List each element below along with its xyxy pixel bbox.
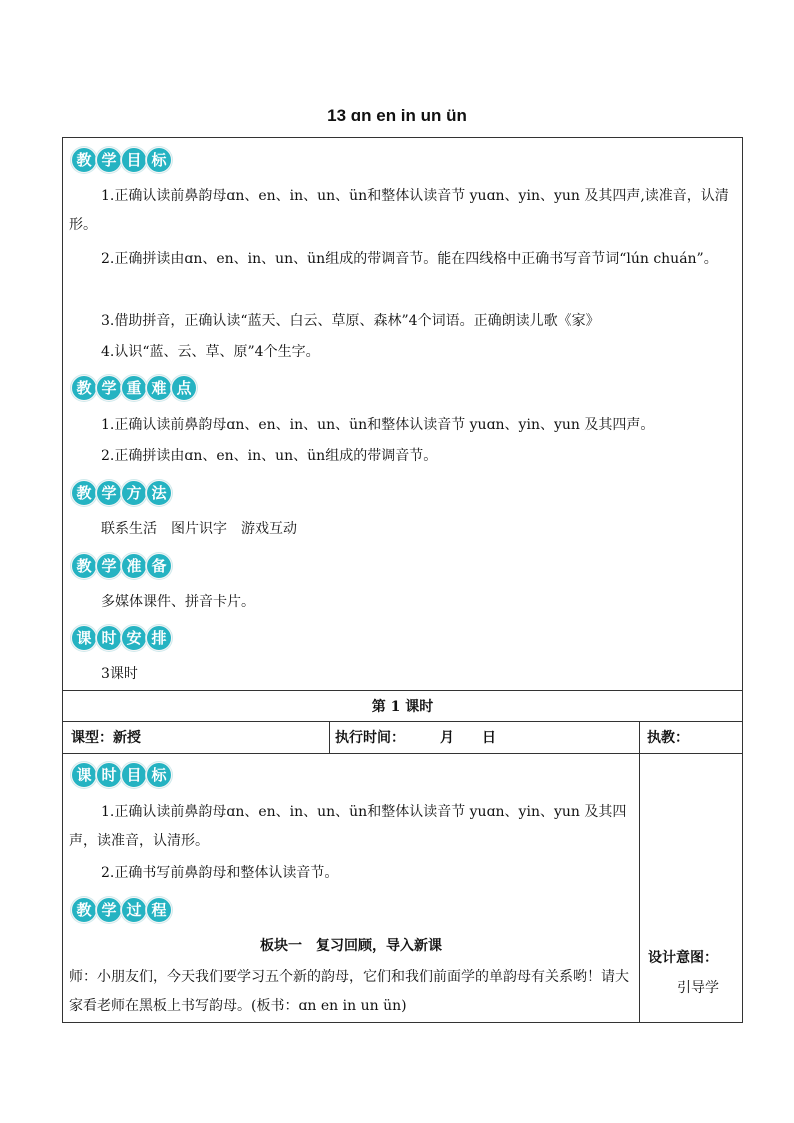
schedule-badge: [71, 625, 171, 651]
prep-text: 多媒体课件、拼音卡片。: [101, 594, 255, 610]
methods-text: 联系生活 图片识字 游戏互动: [101, 521, 297, 537]
badge-char: 时: [96, 762, 122, 788]
badge-char: 教: [71, 147, 97, 173]
design-intent-label: 设计意图：: [648, 950, 718, 966]
teacher-label: 执教：: [647, 730, 689, 746]
badge-char: 过: [121, 897, 147, 923]
badge-char: 时: [96, 625, 122, 651]
objective-item: 2.正确拼读由ɑn、en、in、un、ün组成的带调音节。能在四线格中正确书写音节词“lún chuán”。: [101, 251, 718, 267]
lesson-heading: 第 1 课时: [371, 699, 434, 715]
objectives-badge: [71, 147, 171, 173]
objective-item: 4.认识“蓝、云、草、原”4个生字。: [101, 344, 320, 360]
badge-char: 课: [71, 762, 97, 788]
badge-char: 标: [146, 147, 172, 173]
objective-item: 3.借助拼音，正确认读“蓝天、白云、草原、森林”4个词语。正确朗读儿歌《家》: [101, 313, 600, 329]
process-text: 师：小朋友们，今天我们要学习五个新的韵母，它们和我们前面学的单韵母有关系哟！请大家看老师在黑板上书写韵母。(板书：ɑn en in un ün): [69, 969, 629, 1014]
execution-time: 执行时间： 月 日: [335, 730, 496, 746]
badge-char: 备: [146, 553, 172, 579]
lesson-goal-item: 1.正确认读前鼻韵母ɑn、en、in、un、ün和整体认读音节 yuɑn、yin、yun 及其四声，读准音，认清形。: [69, 804, 627, 849]
badge-char: 程: [146, 897, 172, 923]
badge-char: 准: [121, 553, 147, 579]
lesson-goals-badge: [71, 762, 171, 788]
badge-char: 安: [121, 625, 147, 651]
badge-char: 法: [146, 480, 172, 506]
badge-char: 学: [96, 480, 122, 506]
badge-char: 方: [121, 480, 147, 506]
badge-char: 重: [121, 375, 147, 401]
methods-badge: [71, 480, 171, 506]
badge-char: 学: [96, 553, 122, 579]
lesson-plan-table: [62, 137, 743, 1023]
keypoints-badge: [71, 375, 196, 401]
objective-item: 1.正确认读前鼻韵母ɑn、en、in、un、ün和整体认读音节 yuɑn、yin、yun 及其四声,读准音，认清形。: [69, 188, 729, 233]
badge-char: 目: [121, 762, 147, 788]
divider: [63, 690, 742, 691]
lesson-type: 课型：新授: [71, 730, 141, 746]
block-title: 板块一 复习回顾，导入新课: [260, 938, 442, 954]
badge-char: 课: [71, 625, 97, 651]
divider: [329, 721, 330, 753]
badge-char: 目: [121, 147, 147, 173]
schedule-text: 3课时: [101, 666, 138, 682]
badge-char: 难: [146, 375, 172, 401]
keypoint-item: 2.正确拼读由ɑn、en、in、un、ün组成的带调音节。: [101, 448, 438, 464]
divider: [63, 753, 742, 754]
keypoint-item: 1.正确认读前鼻韵母ɑn、en、in、un、ün和整体认读音节 yuɑn、yin、yun 及其四声。: [101, 417, 655, 433]
badge-char: 排: [146, 625, 172, 651]
divider: [639, 721, 640, 1023]
prep-badge: [71, 553, 171, 579]
badge-char: 点: [171, 375, 197, 401]
divider: [63, 721, 742, 722]
badge-char: 标: [146, 762, 172, 788]
badge-char: 教: [71, 897, 97, 923]
badge-char: 学: [96, 897, 122, 923]
badge-char: 教: [71, 480, 97, 506]
badge-char: 教: [71, 553, 97, 579]
lesson-goal-item: 2.正确书写前鼻韵母和整体认读音节。: [101, 865, 339, 881]
process-badge: [71, 897, 171, 923]
badge-char: 教: [71, 375, 97, 401]
page-title: 13 ɑn en in un ün: [327, 106, 467, 125]
badge-char: 学: [96, 147, 122, 173]
design-intent-text: 引导学: [677, 980, 719, 996]
badge-char: 学: [96, 375, 122, 401]
